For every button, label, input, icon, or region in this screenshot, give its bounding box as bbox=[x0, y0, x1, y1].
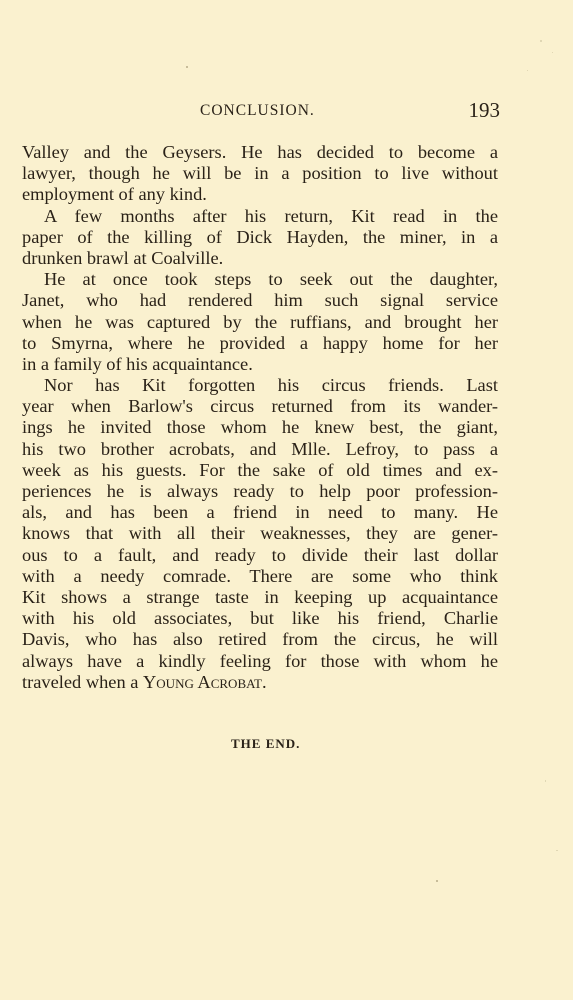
text-line: his two brother acrobats, and Mlle. Lefroy, to pass a bbox=[22, 438, 498, 459]
text-line: Kit shows a strange taste in keeping up acquaintance bbox=[22, 586, 498, 607]
paper-speck bbox=[186, 66, 188, 68]
paper-speck bbox=[527, 70, 528, 71]
text-line: always have a kindly feeling for those with whom he bbox=[22, 650, 498, 671]
the-end: THE END. bbox=[231, 736, 301, 751]
text-line: in a family of his acquaintance. bbox=[22, 353, 253, 374]
text-line: Valley and the Geysers. He has decided to become a bbox=[22, 142, 498, 162]
text-line: Davis, who has also retired from the circus, he will bbox=[22, 629, 498, 650]
text-line: paper of the killing of Dick Hayden, the miner, in a bbox=[22, 226, 498, 247]
paper-speck bbox=[552, 52, 553, 53]
page-number: 193 bbox=[468, 98, 500, 122]
paper-speck bbox=[436, 880, 438, 882]
text-line: als, and has been a friend in need to many. He bbox=[22, 502, 498, 523]
text-line: periences he is always ready to help poor profession- bbox=[22, 481, 498, 501]
text-line: to Smyrna, where he provided a happy home for her bbox=[22, 332, 498, 353]
text-line: employment of any kind. bbox=[22, 184, 207, 205]
paper-speck bbox=[556, 850, 558, 851]
body-text bbox=[22, 142, 498, 693]
text-line: when he was captured by the ruffians, and brought her bbox=[22, 311, 498, 332]
last-line-suffix: . bbox=[262, 671, 267, 692]
text-line: ings he invited those whom he knew best, the giant, bbox=[22, 417, 498, 438]
text-line: He at once took steps to seek out the daughter, bbox=[44, 269, 498, 290]
last-line-prefix: traveled when a bbox=[22, 671, 144, 692]
book-title-small-caps: Young Acrobat bbox=[143, 671, 263, 692]
text-line: Nor has Kit forgotten his circus friends. Last bbox=[44, 375, 498, 396]
running-head: CONCLUSION. bbox=[200, 102, 315, 119]
text-line-last bbox=[22, 672, 498, 693]
paper-speck bbox=[540, 40, 542, 42]
text-line: Janet, who had rendered him such signal service bbox=[22, 290, 498, 311]
text-line: drunken brawl at Coalville. bbox=[22, 247, 224, 268]
paper-speck bbox=[545, 780, 546, 782]
text-line: with his old associates, but like his friend, Charlie bbox=[22, 608, 498, 629]
text-line: lawyer, though he will be in a position to live without bbox=[22, 163, 498, 184]
text-line: week as his guests. For the sake of old times and ex- bbox=[22, 459, 498, 480]
text-line: ous to a fault, and ready to divide their last dollar bbox=[22, 544, 498, 565]
text-line: A few months after his return, Kit read in the bbox=[44, 205, 498, 226]
text-line: knows that with all their weaknesses, they are gener- bbox=[22, 523, 498, 544]
text-line: with a needy comrade. There are some who think bbox=[22, 565, 498, 586]
text-line: year when Barlow's circus returned from its wander- bbox=[22, 396, 498, 417]
page-header bbox=[22, 98, 500, 124]
